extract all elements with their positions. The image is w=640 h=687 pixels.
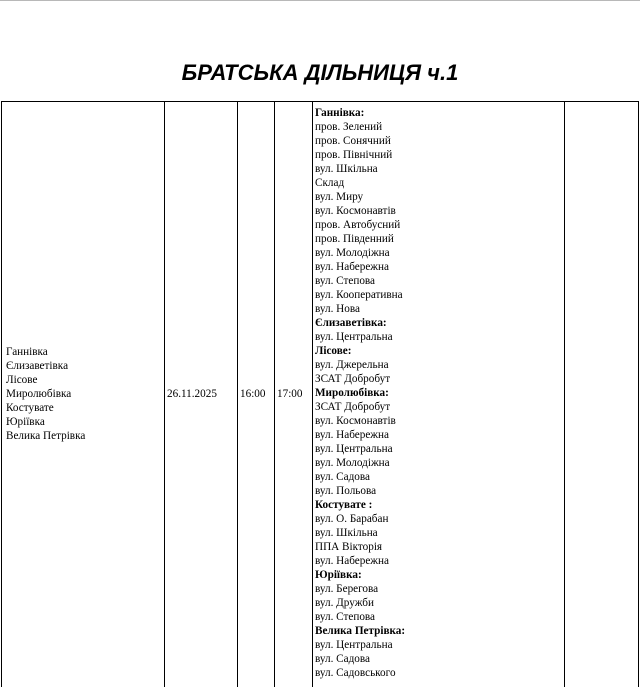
- settlement-heading: Ганнівка:: [315, 107, 365, 119]
- street-name: ППА Вікторія: [315, 541, 383, 553]
- street-name: вул. Садовського: [315, 667, 396, 679]
- time-to-cell: 17:00: [277, 388, 303, 400]
- settlement-heading: Єлизаветівка:: [315, 317, 387, 329]
- street-name: Склад: [315, 177, 345, 189]
- street-name: вул. Молодіжна: [315, 457, 390, 469]
- street-name: вул. О. Барабан: [315, 513, 389, 525]
- settlement-heading: Юріївка:: [315, 569, 362, 581]
- street-name: вул. Центральна: [315, 443, 393, 455]
- settlement-name: Велика Петрівка: [6, 430, 86, 442]
- street-name: вул. Центральна: [315, 639, 393, 651]
- street-name: вул. Космонавтів: [315, 205, 396, 217]
- street-name: вул. Степова: [315, 611, 376, 623]
- street-name: вул. Дружби: [315, 597, 374, 609]
- column-divider: [164, 102, 165, 687]
- settlement-heading: Миролюбівка:: [315, 387, 389, 399]
- settlement-name: Лісове: [6, 374, 38, 386]
- settlement-name: Миролюбівка: [6, 388, 72, 400]
- settlement-name: Єлизаветівка: [6, 360, 69, 372]
- top-divider: [0, 0, 640, 1]
- street-name: вул. Садова: [315, 653, 370, 665]
- column-divider: [564, 102, 565, 687]
- time-from-cell: 16:00: [240, 388, 266, 400]
- street-name: вул. Шкільна: [315, 163, 378, 175]
- page-title: БРАТСЬКА ДІЛЬНИЦЯ ч.1: [181, 60, 459, 85]
- street-name: вул. Космонавтів: [315, 415, 396, 427]
- date-cell: 26.11.2025: [167, 388, 217, 400]
- street-name: вул. Кооперативна: [315, 289, 403, 301]
- street-name: вул. Садова: [315, 471, 370, 483]
- schedule-table: [1, 101, 639, 687]
- settlement-name: Ганнівка: [6, 346, 48, 358]
- street-name: вул. Берегова: [315, 583, 379, 595]
- street-name: вул. Польова: [315, 485, 377, 497]
- street-name: вул. Молодіжна: [315, 247, 390, 259]
- street-name: вул. Набережна: [315, 429, 389, 441]
- street-name: вул. Миру: [315, 191, 364, 203]
- street-name: пров. Південний: [315, 233, 394, 245]
- street-name: вул. Степова: [315, 275, 376, 287]
- settlement-name: Костувате: [6, 402, 54, 414]
- street-name: вул. Центральна: [315, 331, 393, 343]
- settlements-cell: [6, 345, 85, 443]
- street-name: ЗСАТ Добробут: [315, 373, 391, 385]
- streets-cell: [315, 106, 405, 680]
- street-name: вул. Набережна: [315, 555, 389, 567]
- street-name: пров. Зелений: [315, 121, 383, 133]
- street-name: пров. Сонячний: [315, 135, 391, 147]
- street-name: ЗСАТ Добробут: [315, 401, 391, 413]
- street-name: вул. Нова: [315, 303, 360, 315]
- column-divider: [312, 102, 313, 687]
- column-divider: [237, 102, 238, 687]
- street-name: вул. Джерельна: [315, 359, 389, 371]
- street-name: вул. Набережна: [315, 261, 389, 273]
- street-name: пров. Автобусний: [315, 219, 401, 231]
- street-name: вул. Шкільна: [315, 527, 378, 539]
- settlement-heading: Велика Петрівка:: [315, 625, 406, 637]
- settlement-heading: Костувате :: [315, 499, 373, 511]
- settlement-heading: Лісове:: [315, 345, 352, 357]
- settlement-name: Юріївка: [6, 416, 45, 428]
- street-name: пров. Північний: [315, 149, 393, 161]
- column-divider: [274, 102, 275, 687]
